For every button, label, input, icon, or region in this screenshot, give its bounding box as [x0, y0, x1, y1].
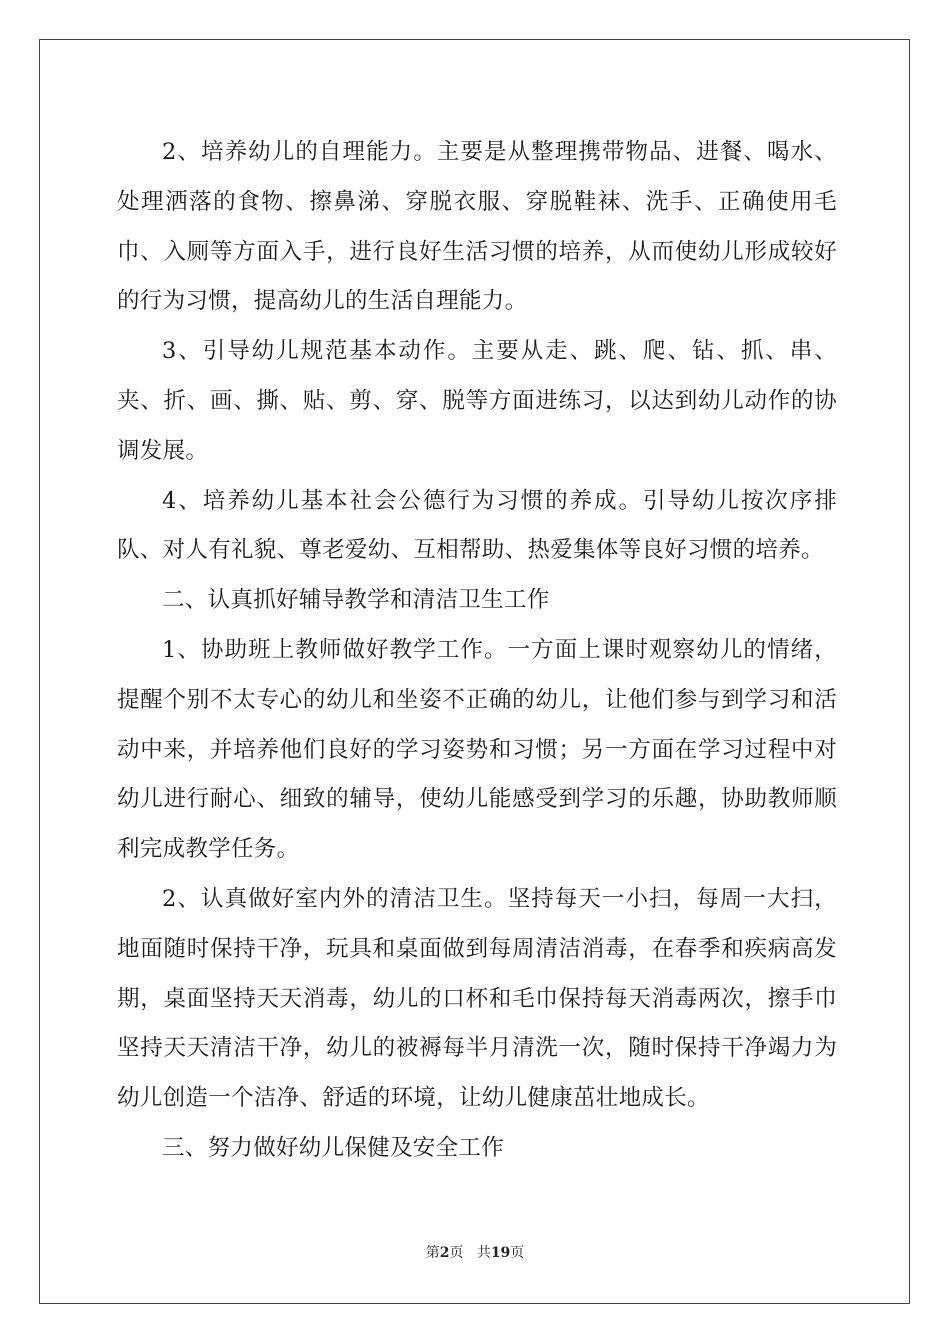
total-suffix: 页: [510, 1245, 525, 1261]
paragraph-assist-teaching: 1、协助班上教师做好教学工作。一方面上课时观察幼儿的情绪，提醒个别不太专心的幼儿和坐姿不正确的幼儿，让他们参与到学习和活动中来，并培养他们良好的学习姿势和习惯；另一方面在学习过程中对幼儿进行耐心、细致的辅导，使幼儿能感受到学习的乐趣，协助教师顺利完成教学任务。: [117, 636, 837, 863]
paragraph-self-care: 2、培养幼儿的自理能力。主要是从整理携带物品、进餐、喝水、处理洒落的食物、擦鼻涕、穿脱衣服、穿脱鞋袜、洗手、正确使用毛巾、入厕等方面入手，进行良好生活习惯的培养，从而使幼儿形成较好的行为习惯，提高幼儿的生活自理能力。: [117, 139, 837, 315]
paragraph-social-habits: 4、培养幼儿基本社会公德行为习惯的养成。引导幼儿按次序排队、对人有礼貌、尊老爱幼、互相帮助、热爱集体等良好习惯的培养。: [117, 487, 837, 564]
document-body: [117, 128, 837, 1174]
total-pages-number: 19: [490, 1245, 511, 1261]
page-prefix: 第: [425, 1245, 440, 1261]
current-page-number: 2: [439, 1245, 450, 1261]
section-heading-health-safety: 三、努力做好幼儿保健及安全工作: [162, 1134, 505, 1161]
paragraph-basic-movements: 3、引导幼儿规范基本动作。主要从走、跳、爬、钻、抓、串、夹、折、画、撕、贴、剪、穿、脱等方面进练习，以达到幼儿动作的协调发展。: [117, 338, 837, 464]
section-heading-teaching-cleaning: 二、认真抓好辅导教学和清洁卫生工作: [162, 587, 550, 614]
page-footer: [0, 1242, 950, 1262]
total-prefix: 共: [476, 1245, 491, 1261]
page-suffix: 页: [449, 1245, 464, 1261]
paragraph-cleaning: 2、认真做好室内外的清洁卫生。坚持每天一小扫，每周一大扫，地面随时保持干净，玩具和桌面做到每周清洁消毒，在春季和疾病高发期，桌面坚持天天消毒，幼儿的口杯和毛巾保持每天消毒两次，擦手巾坚持天天清洁干净，幼儿的被褥每半月清洗一次，随时保持干净竭力为幼儿创造一个洁净、舒适的环境，让幼儿健康茁壮地成长。: [117, 885, 837, 1112]
